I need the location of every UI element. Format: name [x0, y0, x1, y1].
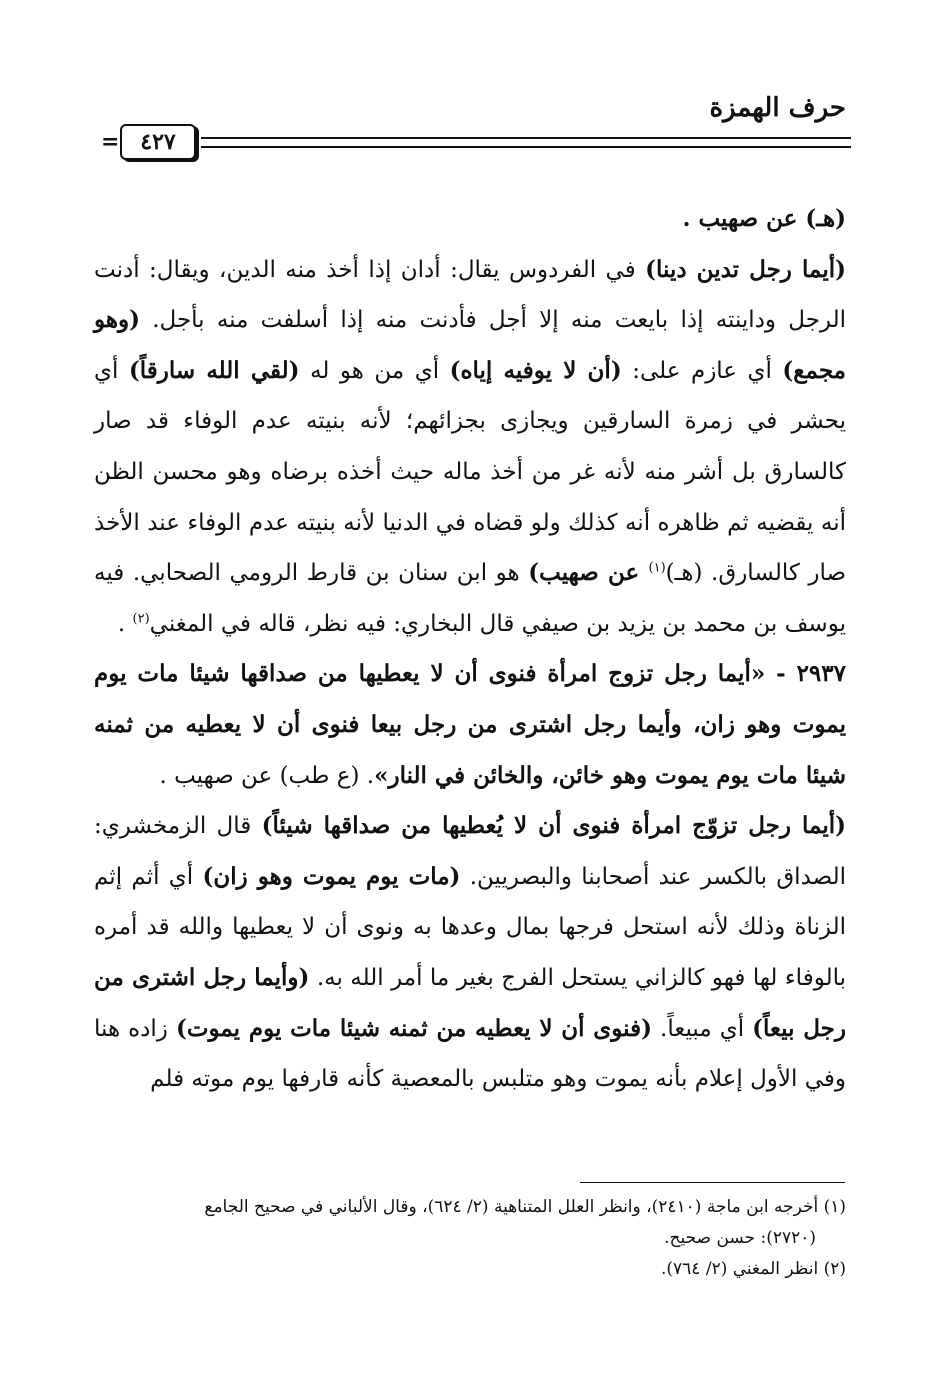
source-line: (هـ) عن صهيب .: [682, 205, 846, 232]
hadith-text: ٢٩٣٧ - «أيما رجل تزوج امرأة فنوى أن لا يعطيها من صداقها شيئا مات يوم يموت وهو زان، وأيما رجل اشترى من رجل بيعا فنوى أن لا يعطيه من ثمنه شيئا مات يوم يموت وهو خائن، والخائن في النار»: [94, 660, 846, 789]
footnote-2: (٢) انظر المغني (٢/ ٧٦٤).: [660, 1259, 846, 1279]
paragraph-source: [94, 194, 846, 245]
commentary-text: أي أثم إثم الزناة وذلك لأنه استحل فرجها بمال وعدها به ونوى أن لا يعطيها والله قد أمره بالوفاء لها فهو كالزاني يستحل الفرج بغير ما أمر الله به.: [94, 863, 846, 991]
commentary-text: هو ابن سنان بن قارط الرومي الصحابي. فيه يوسف بن محمد بن يزيد بن صيفي قال البخاري: فيه نظر، قاله في المغني: [94, 560, 846, 637]
quoted-phrase: (أيما رجل تدين دينا): [645, 255, 846, 283]
commentary-text: أي من هو له: [299, 357, 450, 384]
hadith-source: . (ع طب) عن صهيب .: [159, 762, 375, 789]
commentary-text: أي مبيعاً.: [652, 1015, 753, 1042]
footnote-1: (١) أخرجه ابن ماجة (٢٤١٠)، وانظر العلل المتناهية (٢/ ٦٢٤)، وقال الألباني في صحيح الجامع: [204, 1197, 846, 1217]
footnote-1-continued: (٢٧٢٠): حسن صحيح.: [664, 1228, 816, 1248]
quoted-phrase: (أن لا يوفيه إياه): [449, 356, 622, 384]
page-number: ٤٢٧: [120, 124, 196, 160]
quoted-phrase: (وأيما رجل اشترى من رجل بيعاً): [94, 963, 846, 1042]
paragraph-commentary-1: [94, 245, 846, 650]
quoted-phrase: (وهو مجمع): [94, 306, 846, 384]
footnote-ref: (٢): [132, 611, 150, 627]
running-title: حرف الهمزة: [709, 93, 846, 123]
commentary-text: أي عازم على:: [621, 357, 783, 384]
header-rule-bottom: [201, 146, 851, 148]
header-rule-top: [201, 137, 851, 139]
commentary-text: في الفردوس يقال: أدان إذا أخذ منه الدين، ويقال: أدنت الرجل وداينته إذا بايعت منه إلا أجل فأدنت منه إذا أسلفت منه بأجل.: [94, 256, 846, 334]
page-number-ornament: =: [101, 129, 120, 155]
quoted-phrase: (مات يوم يموت وهو زان): [202, 862, 461, 890]
footnotes: [94, 1192, 846, 1285]
hadith-entry: [94, 649, 846, 801]
commentary-text: .: [117, 610, 133, 637]
commentary-text: زاده هنا وفي الأول إعلام بأنه يموت وهو متلبس بالمعصية كأنه قارفها يوم موته فلم: [94, 1015, 846, 1093]
quoted-phrase: عن صهيب): [528, 559, 649, 587]
main-text: [94, 194, 846, 1105]
commentary-text: أي يحشر في زمرة السارقين ويجازى بجزائهم؛ لأنه بنيته عدم الوفاء قد صار كالسارق بل أشر منه لأنه غر من أخذ ماله حيث أخذه برضاه وهو محسن الظن أنه يقضيه ثم ظاهره أنه كذلك ولو قضاه في الدنيا لأنه بنيته عدم الوفاء عند الأخذ صار كالسارق. (هـ): [94, 357, 847, 587]
commentary-text: قال الزمخشري: الصداق بالكسر عند أصحابنا والبصريين.: [94, 813, 846, 890]
footnote-ref: (١): [648, 560, 666, 576]
footnote-separator: [580, 1182, 845, 1183]
quoted-phrase: (فنوى أن لا يعطيه من ثمنه شيئا مات يوم يموت): [175, 1014, 652, 1042]
paragraph-commentary-2: [94, 801, 846, 1105]
quoted-phrase: (أيما رجل تزوّج امرأة فنوى أن لا يُعطيها من صداقها شيئاً): [261, 812, 846, 840]
quoted-phrase: (لقي الله سارقاً): [128, 356, 300, 384]
